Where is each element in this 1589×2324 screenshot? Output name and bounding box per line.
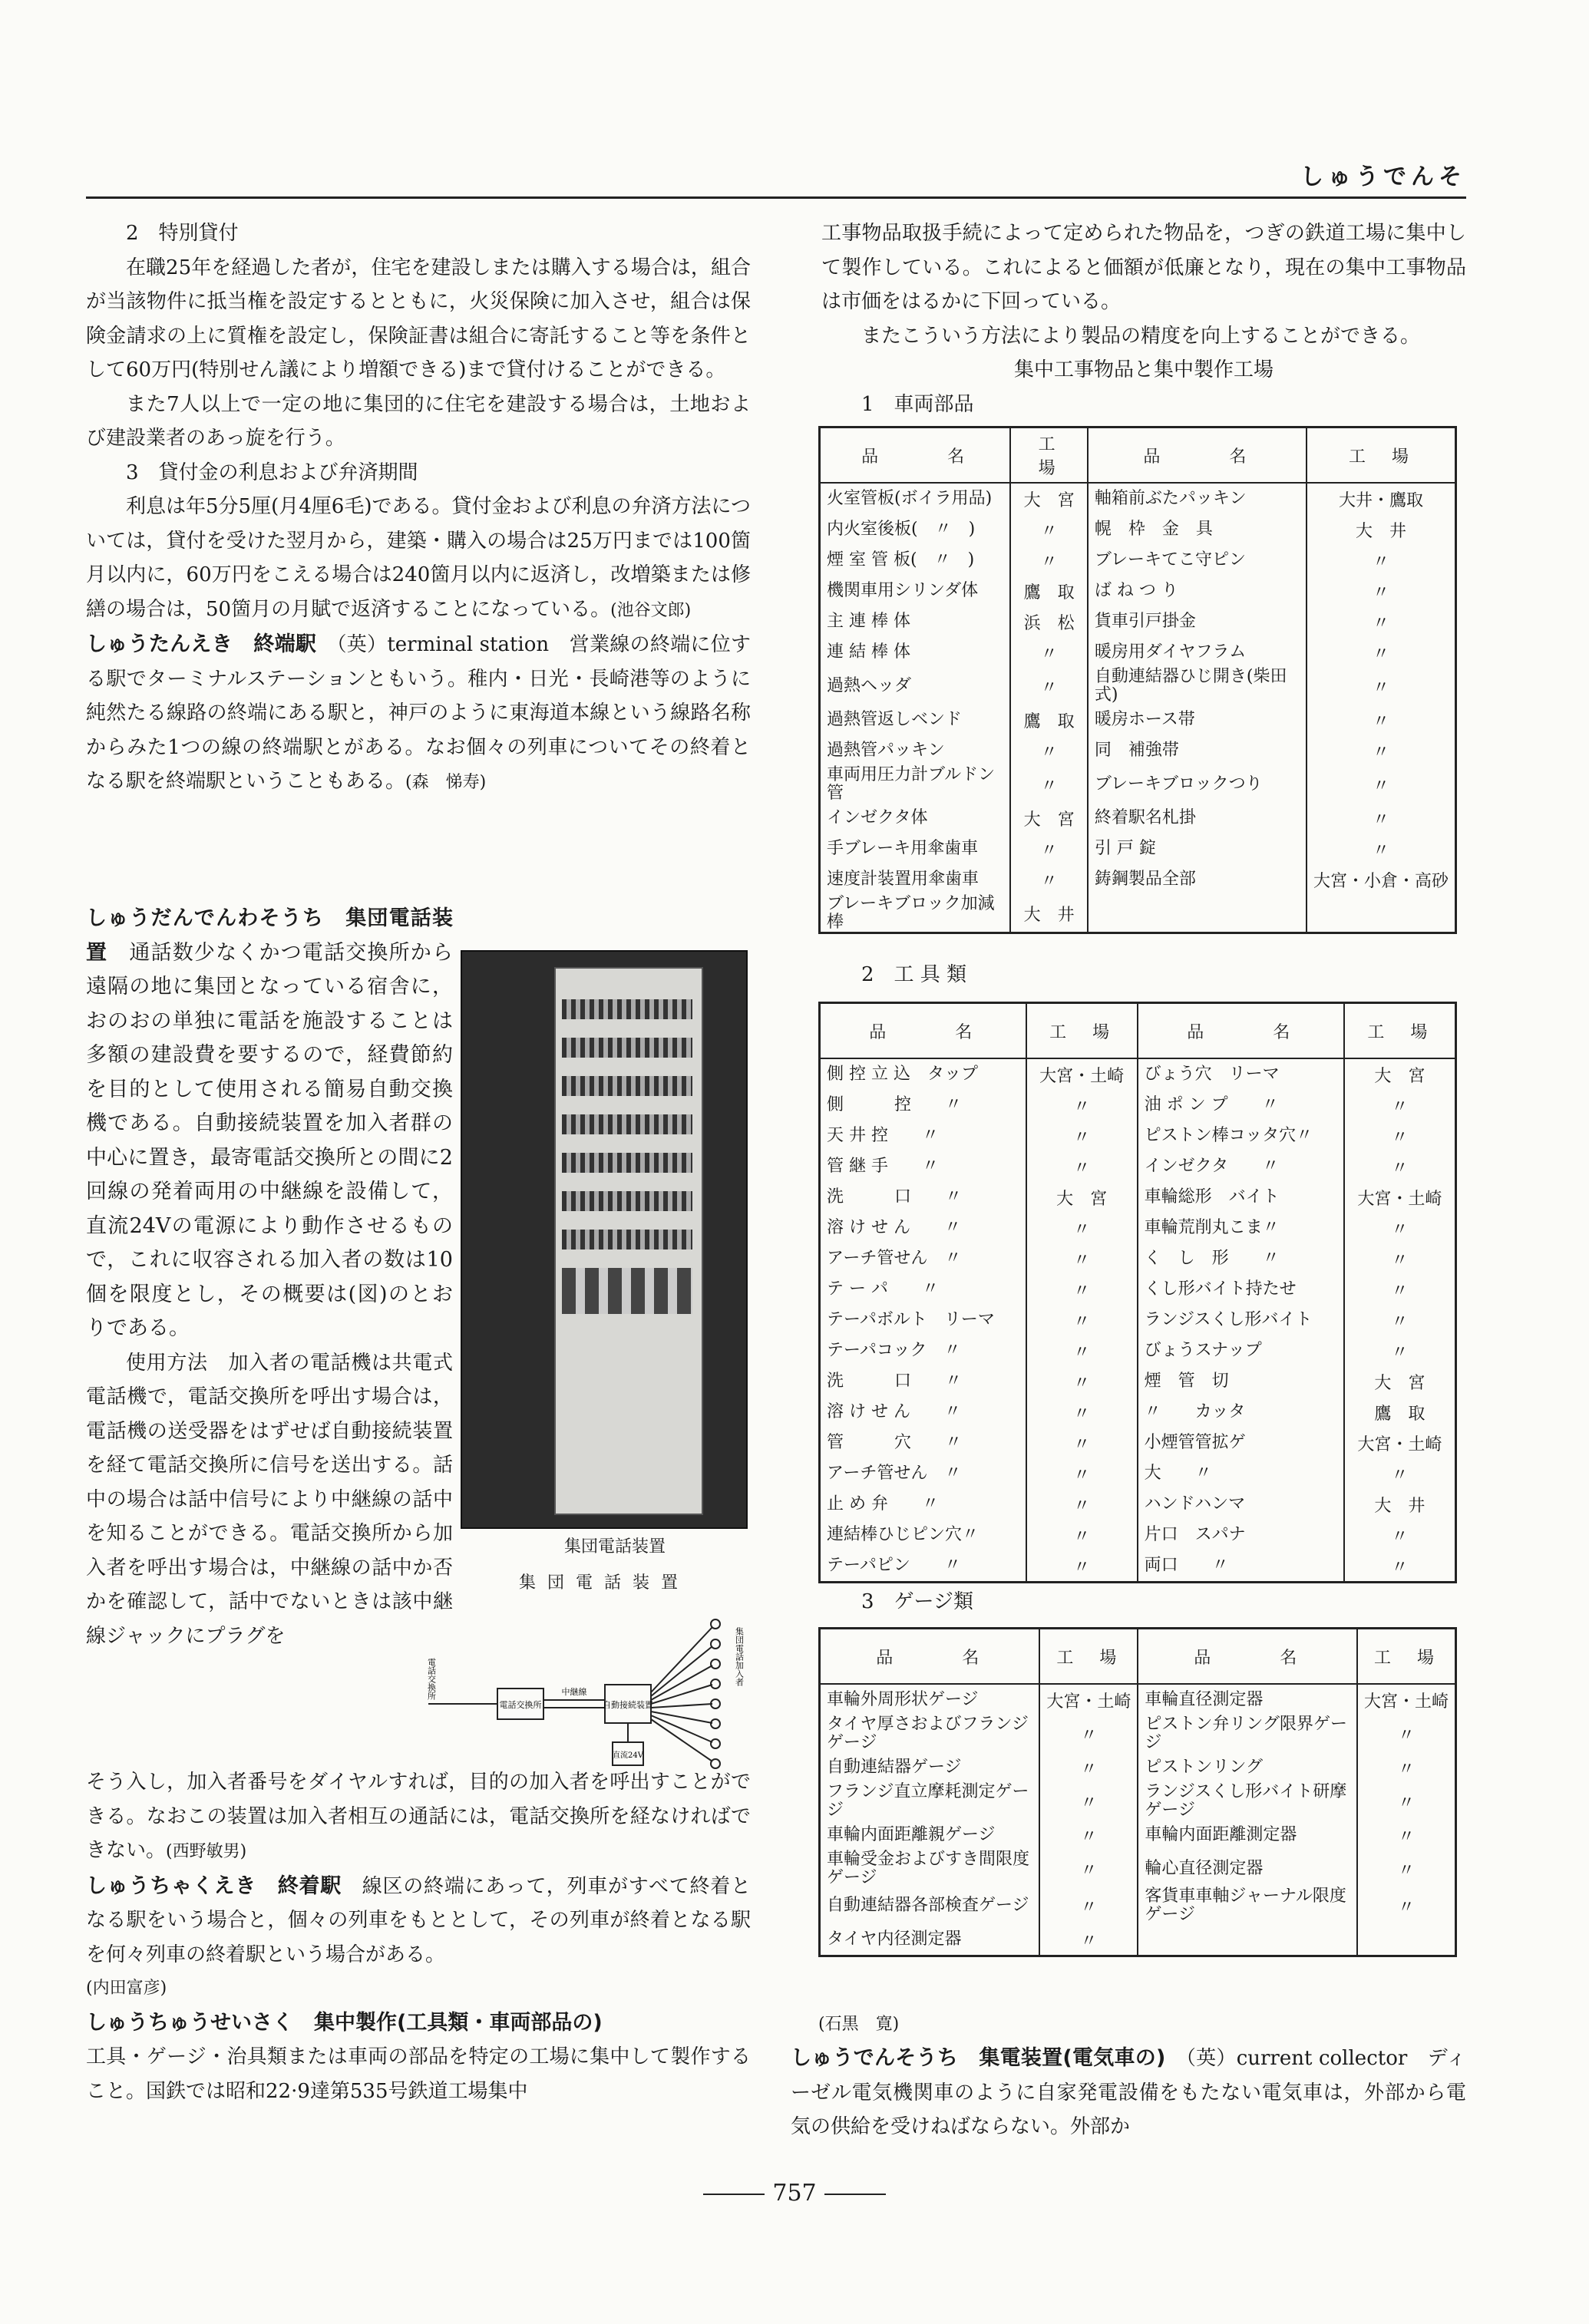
factory-cell: 〃	[1344, 1274, 1456, 1305]
table-row	[820, 483, 1456, 514]
factory-cell: 〃	[1026, 1243, 1138, 1274]
factory-cell: 〃	[1039, 1887, 1138, 1924]
factory-cell: 〃	[1039, 1752, 1138, 1783]
col-factory: 工 場	[1010, 427, 1088, 484]
factory-cell: 鷹 取	[1010, 705, 1088, 735]
author: (西野敏男)	[166, 1842, 247, 1861]
table-row	[820, 1520, 1456, 1550]
factory-cell: 〃	[1307, 576, 1456, 606]
item-cell: 車輪総形 バイト	[1138, 1182, 1344, 1213]
item-cell: 片口 スパナ	[1138, 1520, 1344, 1550]
factory-cell: 大宮・土崎	[1357, 1684, 1456, 1715]
factory-cell: 大 宮	[1010, 803, 1088, 834]
item-cell: 溶 け せ ん 〃	[820, 1213, 1026, 1243]
item-cell: 車両用圧力計ブルドン管	[820, 766, 1011, 803]
factory-cell: 〃	[1357, 1820, 1456, 1850]
factory-cell: 〃	[1010, 545, 1088, 576]
factory-cell: 〃	[1344, 1335, 1456, 1366]
factory-cell: 〃	[1344, 1090, 1456, 1121]
item-cell: く し 形 〃	[1138, 1243, 1344, 1274]
table-row	[820, 514, 1456, 545]
entry-heading: しゅうたんえき 終端駅	[86, 632, 317, 656]
author: (内田富彦)	[86, 1979, 167, 1998]
item-cell: 洗 口 〃	[820, 1182, 1026, 1213]
factory-cell: 〃	[1010, 766, 1088, 803]
item-cell: ハンドハンマ	[1138, 1489, 1344, 1520]
right-column-intro	[821, 216, 1466, 421]
table-row	[820, 1305, 1456, 1335]
item-cell: 管 継 手 〃	[820, 1151, 1026, 1182]
item-cell: テ ー パ 〃	[820, 1274, 1026, 1305]
table-row	[820, 1366, 1456, 1397]
col-factory: 工 場	[1344, 1003, 1456, 1059]
factory-cell: 大宮・土崎	[1026, 1058, 1138, 1090]
entry-body: （英）terminal station 営業線の終端に位する駅でターミナルステーションともいう。稚内・日光・長崎港等のように純然たる線路の終端にある駅と，神戸のように東海道本線という線路名称からみた1つの線の終端駅とがある。なお個々の列車についてその終着となる駅を終端駅ということもある。	[86, 633, 752, 793]
table-row	[820, 1820, 1456, 1850]
factory-cell: 〃	[1026, 1366, 1138, 1397]
table-row	[820, 1213, 1456, 1243]
factory-cell: 〃	[1307, 637, 1456, 668]
factory-cell: 大 宮	[1344, 1366, 1456, 1397]
factory-cell: 〃	[1026, 1520, 1138, 1550]
factory-cell: 〃	[1026, 1151, 1138, 1182]
item-cell: 貨車引戸掛金	[1088, 606, 1307, 637]
table-row	[820, 1058, 1456, 1090]
item-cell: ブレーキブロックつり	[1088, 766, 1307, 803]
header-rule	[86, 196, 1466, 199]
factory-cell	[1357, 1924, 1456, 1956]
item-cell: 主 連 棒 体	[820, 606, 1011, 637]
item-cell: 暖房用ダイヤフラム	[1088, 637, 1307, 668]
col-item: 品 名	[820, 427, 1011, 484]
factory-cell: 大宮・小倉・高砂	[1307, 864, 1456, 895]
table-row	[820, 1550, 1456, 1583]
item-cell: 天 井 控 〃	[820, 1121, 1026, 1151]
entry-body: 工具・ゲージ・治具類または車両の部品を特定の工場に集中して製作すること。国鉄では昭和22·9達第535号鉄道工場集中	[86, 2045, 751, 2103]
factory-cell: 大 宮	[1344, 1058, 1456, 1090]
left-column-narrow	[86, 902, 453, 1653]
table-row	[820, 766, 1456, 803]
factory-cell: 〃	[1307, 834, 1456, 864]
factory-cell: 大 井	[1010, 895, 1088, 933]
entry-heading: しゅうでんそうち 集電装置(電気車の)	[791, 2046, 1166, 2070]
table-row	[820, 1458, 1456, 1489]
item-cell: 内火室後板( 〃 )	[820, 514, 1011, 545]
item-cell: 煙 室 管 板( 〃 )	[820, 545, 1011, 576]
factory-cell: 〃	[1026, 1397, 1138, 1428]
table-row	[820, 545, 1456, 576]
col-item: 品 名	[1138, 1003, 1344, 1059]
factory-cell: 〃	[1344, 1151, 1456, 1182]
col-factory: 工 場	[1357, 1629, 1456, 1685]
table-row	[820, 1397, 1456, 1428]
author: (石黒 寛)	[818, 2015, 900, 2034]
factory-cell: 〃	[1357, 1887, 1456, 1924]
item-cell: 大 〃	[1138, 1458, 1344, 1489]
author: (池谷文郎)	[610, 600, 692, 620]
table-row	[820, 1121, 1456, 1151]
factory-cell: 〃	[1026, 1213, 1138, 1243]
factory-cell: 〃	[1026, 1274, 1138, 1305]
factory-cell: 〃	[1344, 1121, 1456, 1151]
table-row	[820, 1684, 1456, 1715]
entry-body: 通話数少なくかつ電話交換所から遠隔の地に集団となっている宿舎に，おのおの単独に電話を施設することは多額の建設費を要するので，経費節約を目的として使用される簡易自動交換機である。自動接続装置を加入者群の中心に置き，最寄電話交換所との間に2回線の発着両用の中継線を設備して，直流24Vの電源により動作させるもので，これに収容される加入者の数は10個を限度とし，その概要は(図)のとおりである。	[86, 940, 453, 1340]
running-header: しゅうでんそ	[1300, 163, 1466, 190]
factory-cell: 〃	[1307, 545, 1456, 576]
item-cell: 客貨車車軸ジャーナル限度ゲージ	[1138, 1887, 1357, 1924]
usage-paragraph: 使用方法 加入者の電話機は共電式電話機で，電話交換所を呼出す場合は，電話機の送受器をはずせば自動接続装置を経て電話交換所に信号を送出する。話中の場合は話中信号により中継線の話中を知ることができる。電話交換所から加入者を呼出す場合は，中継線の話中か否かを確認して，話中でないときは該中継線ジャックにプラグを	[86, 1351, 453, 1648]
table-vehicle-parts	[818, 426, 1457, 934]
factory-cell: 〃	[1010, 637, 1088, 668]
factory-cell: 〃	[1344, 1243, 1456, 1274]
table-row	[820, 1090, 1456, 1121]
factory-cell: 〃	[1026, 1121, 1138, 1151]
item-cell: 止 め 弁 〃	[820, 1489, 1026, 1520]
item-cell: 車輪内面距離測定器	[1138, 1820, 1357, 1850]
col-factory: 工 場	[1039, 1629, 1138, 1685]
factory-cell: 大 宮	[1010, 483, 1088, 514]
item-cell: 火室管板(ボイラ用品)	[820, 483, 1011, 514]
factory-cell: 大 井	[1344, 1489, 1456, 1520]
factory-cell: 〃	[1307, 705, 1456, 735]
item-cell: フランジ直立摩耗測定ゲージ	[820, 1783, 1040, 1820]
factory-cell: 〃	[1010, 735, 1088, 766]
right-column-lower	[791, 2042, 1466, 2144]
item-cell: ピストンリング	[1138, 1752, 1357, 1783]
table-row	[820, 1715, 1456, 1752]
diagram-caption: 集 団 電 話 装 置	[519, 1573, 681, 1593]
factory-cell: 〃	[1039, 1924, 1138, 1956]
item-cell: テーパコック 〃	[820, 1335, 1026, 1366]
table-gauges	[818, 1627, 1457, 1957]
col-factory: 工 場	[1026, 1003, 1138, 1059]
item-cell: ば ね つ り	[1088, 576, 1307, 606]
paragraph: また7人以上で一定の地に集団的に住宅を建設する場合は，土地および建設業者のあっ旋を行う。	[86, 392, 751, 450]
table-row	[820, 576, 1456, 606]
item-cell: 側 控 立 込 タップ	[820, 1058, 1026, 1090]
col-item: 品 名	[1088, 427, 1307, 484]
factory-cell: 〃	[1026, 1489, 1138, 1520]
left-column-upper	[86, 216, 751, 801]
factory-cell: 〃	[1307, 606, 1456, 637]
table-row	[820, 1274, 1456, 1305]
factory-cell: 〃	[1344, 1213, 1456, 1243]
item-cell: 煙 管 切	[1138, 1366, 1344, 1397]
item-cell: 車輪受金およびすき間限度ゲージ	[820, 1850, 1040, 1887]
factory-cell: 〃	[1039, 1783, 1138, 1820]
intro: 工事物品取扱手続によって定められた物品を，つぎの鉄道工場に集中して製作している。これによると価額が低廉となり，現在の集中工事物品は市価をはるかに下回っている。	[821, 222, 1466, 313]
factory-cell: 〃	[1357, 1850, 1456, 1887]
table-row	[820, 1887, 1456, 1924]
item-cell: 側 控 〃	[820, 1090, 1026, 1121]
factory-cell: 浜 松	[1010, 606, 1088, 637]
item-cell: ランジスくし形バイト研摩ゲージ	[1138, 1783, 1357, 1820]
paragraph: 利息は年5分5厘(月4厘6毛)である。貸付金および利息の弁済方法については，貸付を受けた翌月から，建築・購入の場合は25万円までは100箇月以内に，60万円をこえる場合は240箇月以内に返済し，改増築または修繕の場合は，50箇月の月賦で返済することになっている。	[86, 495, 751, 621]
factory-cell: 〃	[1344, 1458, 1456, 1489]
item-cell: 輪心直径測定器	[1138, 1850, 1357, 1887]
item-cell: 車輪外周形状ゲージ	[820, 1684, 1040, 1715]
entry-heading: しゅうちゅうせいさく 集中製作(工具類・車両部品の)	[86, 2010, 603, 2035]
factory-cell: 鷹 取	[1010, 576, 1088, 606]
table-row	[820, 1151, 1456, 1182]
item-cell: 機関車用シリンダ体	[820, 576, 1011, 606]
item-cell: 管 穴 〃	[820, 1428, 1026, 1458]
item-cell: 過熱管返しベンド	[820, 705, 1011, 735]
item-cell: 車輪内面距離親ゲージ	[820, 1820, 1040, 1850]
factory-cell: 〃	[1307, 803, 1456, 834]
item-cell: タイヤ内径測定器	[820, 1924, 1040, 1956]
table-row	[820, 803, 1456, 834]
table-row	[820, 895, 1456, 933]
item-cell: 連結棒ひじピン穴〃	[820, 1520, 1026, 1550]
item-cell: アーチ管せん 〃	[820, 1243, 1026, 1274]
entry-body: 線区の終端にあって，列車がすべて終着となる駅をいう場合と，個々の列車をもととして，その列車が終着となる駅を何々列車の終着駅という場合がある。	[86, 1874, 751, 1966]
entry-heading: しゅうだんでんわそうち 集団電話装置	[86, 906, 453, 965]
item-cell: 小煙管管拡ゲ	[1138, 1428, 1344, 1458]
factory-cell: 〃	[1010, 514, 1088, 545]
factory-cell: 〃	[1344, 1520, 1456, 1550]
item-cell: 両口 〃	[1138, 1550, 1344, 1583]
item-cell: 同 補強帯	[1088, 735, 1307, 766]
section-title: 2 特別貸付	[126, 222, 239, 245]
factory-cell: 〃	[1026, 1458, 1138, 1489]
item-cell: 軸箱前ぶたパッキン	[1088, 483, 1307, 514]
table-row	[820, 1243, 1456, 1274]
factory-cell: 大 宮	[1026, 1182, 1138, 1213]
item-cell: 幌 枠 金 具	[1088, 514, 1307, 545]
factory-cell	[1307, 895, 1456, 933]
section-3: 3 ゲージ類	[861, 1590, 974, 1613]
power-label: 直流24V	[613, 1751, 643, 1760]
entry-heading: しゅうちゃくえき 終着駅	[86, 1873, 342, 1898]
table-row	[820, 834, 1456, 864]
factory-cell: 〃	[1344, 1550, 1456, 1583]
factory-cell: 〃	[1039, 1715, 1138, 1752]
page-number: 757	[0, 2180, 1589, 2207]
col-item: 品 名	[1138, 1629, 1357, 1685]
item-cell: ブレーキブロック加減棒	[820, 895, 1011, 933]
table-row	[820, 1850, 1456, 1887]
auto-label: 自動接続装置	[603, 1700, 653, 1710]
table-row	[820, 864, 1456, 895]
table-row	[820, 1335, 1456, 1366]
left-column-lower	[86, 1765, 751, 2108]
item-cell: 自動連結器ゲージ	[820, 1752, 1040, 1783]
cabinet	[554, 967, 703, 1515]
item-cell: 自動連結器各部検査ゲージ	[820, 1887, 1040, 1924]
item-cell: 鋳鋼製品全部	[1088, 864, 1307, 895]
factory-cell: 〃	[1010, 668, 1088, 705]
section-1: 1 車両部品	[861, 392, 974, 416]
item-cell: 暖房ホース帯	[1088, 705, 1307, 735]
item-cell: ピストン弁リング限界ゲージ	[1138, 1715, 1357, 1752]
factory-cell: 〃	[1026, 1550, 1138, 1583]
factory-cell: 〃	[1039, 1850, 1138, 1887]
col-factory: 工 場	[1307, 427, 1456, 484]
telephone-equipment-photo	[461, 950, 748, 1529]
factory-cell: 大宮・土崎	[1344, 1428, 1456, 1458]
continuation: そう入し，加入者番号をダイヤルすれば，目的の加入者を呼出すことができる。なおこの装置は加入者相互の通話には，電話交換所を経なければできない。(西野敏男)	[86, 1771, 751, 1862]
factory-cell: 〃	[1307, 735, 1456, 766]
factory-cell: 〃	[1357, 1752, 1456, 1783]
item-cell	[1088, 895, 1307, 933]
item-cell: タイヤ厚さおよびフランジゲージ	[820, 1715, 1040, 1752]
table-row	[820, 1783, 1456, 1820]
section-title: 3 貸付金の利息および弁済期間	[126, 461, 418, 484]
paragraph: 在職25年を経過した者が，住宅を建設しまたは購入する場合は，組合が当該物件に抵当権を設定するとともに，火災保険に加入させ，組合は保険金請求の上に質権を設定し，保険証書は組合に寄託すること等を条件として60万円(特別せん議により増額できる)まで貸付けることができる。	[86, 256, 751, 381]
col-item: 品 名	[820, 1629, 1040, 1685]
factory-cell: 〃	[1026, 1305, 1138, 1335]
factory-cell: 〃	[1344, 1305, 1456, 1335]
factory-cell: 鷹 取	[1344, 1397, 1456, 1428]
factory-cell: 〃	[1039, 1820, 1138, 1850]
item-cell: 過熱ヘッダ	[820, 668, 1011, 705]
col-item: 品 名	[820, 1003, 1026, 1059]
factory-cell: 〃	[1010, 834, 1088, 864]
subscribers-label: 集団電話加入者	[734, 1627, 745, 1686]
item-cell: 終着駅名札掛	[1088, 803, 1307, 834]
item-cell: インゼクタ体	[820, 803, 1011, 834]
item-cell	[1138, 1924, 1357, 1956]
item-cell: 洗 口 〃	[820, 1366, 1026, 1397]
factory-cell: 〃	[1357, 1715, 1456, 1752]
table-tools	[818, 1002, 1457, 1583]
item-cell: 車輪荒削丸こま〃	[1138, 1213, 1344, 1243]
table-row	[820, 1182, 1456, 1213]
item-cell: ブレーキてこ守ピン	[1088, 545, 1307, 576]
item-cell: インゼクタ 〃	[1138, 1151, 1344, 1182]
item-cell: 連 結 棒 体	[820, 637, 1011, 668]
item-cell: びょう穴 リーマ	[1138, 1058, 1344, 1090]
item-cell: 引 戸 錠	[1088, 834, 1307, 864]
relay-label: 電話交換所	[499, 1700, 542, 1710]
factory-cell: 大井・鷹取	[1307, 483, 1456, 514]
item-cell: 車輪直径測定器	[1138, 1684, 1357, 1715]
table-row	[820, 735, 1456, 766]
item-cell: 自動連結器ひじ開き(柴田式)	[1088, 668, 1307, 705]
exchange-label: 電話交換所	[426, 1658, 437, 1700]
factory-cell: 〃	[1307, 668, 1456, 705]
item-cell: 速度計装置用傘歯車	[820, 864, 1011, 895]
table-row	[820, 637, 1456, 668]
factory-cell: 〃	[1307, 766, 1456, 803]
table-row	[820, 705, 1456, 735]
item-cell: 〃 カッタ	[1138, 1397, 1344, 1428]
factory-cell: 〃	[1026, 1090, 1138, 1121]
item-cell: 過熱管パッキン	[820, 735, 1011, 766]
item-cell: 手ブレーキ用傘歯車	[820, 834, 1011, 864]
factory-cell: 大宮・土崎	[1039, 1684, 1138, 1715]
table-title: 集中工事物品と集中製作工場	[1013, 358, 1274, 381]
item-cell: ランジスくし形バイト	[1138, 1305, 1344, 1335]
factory-cell: 〃	[1026, 1428, 1138, 1458]
table-row	[820, 668, 1456, 705]
table-row	[820, 1752, 1456, 1783]
table-row	[820, 1924, 1456, 1956]
section-2: 2 工 具 類	[861, 963, 967, 986]
factory-cell: 大 井	[1307, 514, 1456, 545]
factory-cell: 〃	[1010, 864, 1088, 895]
item-cell: アーチ管せん 〃	[820, 1458, 1026, 1489]
item-cell: 油 ポ ン プ 〃	[1138, 1090, 1344, 1121]
table-row	[820, 606, 1456, 637]
item-cell: 溶 け せ ん 〃	[820, 1397, 1026, 1428]
table-row	[820, 1428, 1456, 1458]
photo-caption: 集団電話装置	[564, 1537, 666, 1556]
item-cell: テーパボルト リーマ	[820, 1305, 1026, 1335]
factory-cell: 〃	[1357, 1783, 1456, 1820]
item-cell: テーパピン 〃	[820, 1550, 1026, 1583]
author: (森 悌寿)	[405, 773, 487, 792]
item-cell: ピストン棒コッタ穴〃	[1138, 1121, 1344, 1151]
table-row	[820, 1489, 1456, 1520]
intro2: またこういう方法により製品の精度を向上することができる。	[861, 324, 1421, 348]
trunk-label: 中継線	[561, 1687, 587, 1697]
factory-cell: 〃	[1026, 1335, 1138, 1366]
item-cell: くし形バイト持たせ	[1138, 1274, 1344, 1305]
item-cell: びょうスナップ	[1138, 1335, 1344, 1366]
factory-cell: 大宮・土崎	[1344, 1182, 1456, 1213]
entry-body: （英）current collector ディーゼル電気機関車のように自家発電設備をもたない電気車は，外部から電気の供給を受けねばならない。外部か	[791, 2047, 1466, 2138]
